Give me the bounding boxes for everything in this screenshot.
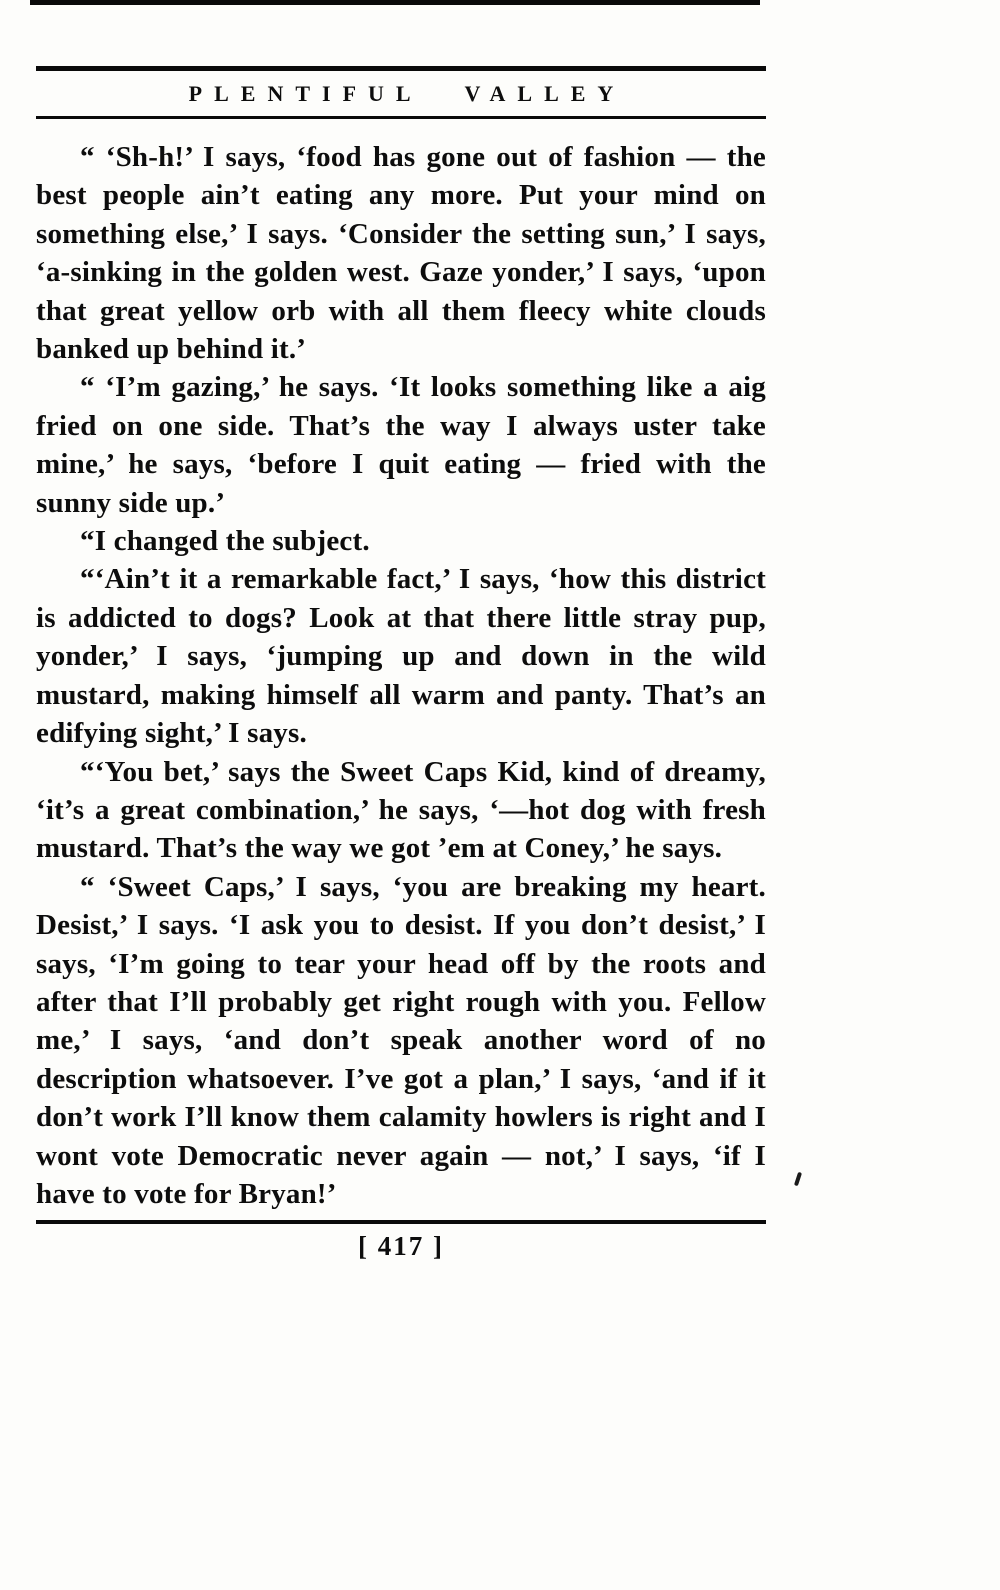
page-number: [ 417 ] [358, 1231, 444, 1262]
running-header: PLENTIFUL VALLEY [188, 81, 626, 106]
paragraph: “ ‘Sweet Caps,’ I says, ‘you are breaking my heart. Desist,’ I says. ‘I ask you to desist. If you don’t desist,’ I says, ‘I’m going to tear your head off by the roots and after that I’ll probably get right rough with you. Fellow me,’ I says, ‘and don’t speak another word of no description whatsoever. I’ve got a plan,’ I says, ‘and if it don’t work I’ll know them calamity howlers is right and I wont vote Democratic never again — not,’ I says, ‘if I have to vote for Bryan!’ [36, 870, 766, 1210]
paragraph: “‘You bet,’ says the Sweet Caps Kid, kind of dreamy, ‘it’s a great combination,’ he says, ‘—hot dog with fresh mustard. That’s the way we got ’em at Coney,’ he says. [36, 755, 766, 865]
header-rule [36, 116, 766, 119]
page-body [36, 138, 766, 1213]
paragraph: “ ‘Sh-h!’ I says, ‘food has gone out of fashion — the best people ain’t eating any more. Put your mind on something else,’ I says. ‘Consider the setting sun,’ I says, ‘a-sinking in the golden west. Gaze yonder,’ I says, ‘upon that great yellow orb with all them fleecy white clouds banked up behind it.’ [36, 141, 766, 366]
paragraph: “ ‘I’m gazing,’ he says. ‘It looks something like a aig fried on one side. That’s the way I always uster take mine,’ he says, ‘before I quit eating — fried with the sunny side up.’ [36, 371, 766, 519]
paragraph: “I changed the subject. [80, 525, 370, 558]
scan-speck-artifact [794, 1172, 802, 1187]
footer-rule [36, 1220, 766, 1224]
text-column [36, 66, 766, 1262]
scan-edge-artifact [30, 0, 760, 5]
paragraph: “‘Ain’t it a remarkable fact,’ I says, ‘how this district is addicted to dogs? Look at that there little stray pup, yonder,’ I says, ‘jumping up and down in the wild mustard, making himself all warm and panty. That’s an edifying sight,’ I says. [36, 563, 766, 750]
